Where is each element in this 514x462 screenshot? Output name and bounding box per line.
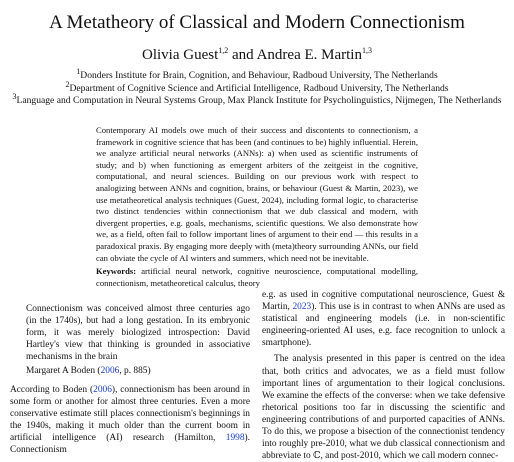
body-paragraph xyxy=(10,384,250,457)
citation-link[interactable]: 1998 xyxy=(225,432,245,443)
author-list xyxy=(0,46,514,64)
right-column xyxy=(262,289,505,462)
body-text: ), connectionism has been around in some form or another for almost three centuries. Even a more conservative estimate still places connectionism's beginnings in the 1940s, making it much older than the current boom in artificial intelligence (AI) research (Hamilton, xyxy=(10,384,250,443)
affiliation-item xyxy=(0,91,514,108)
affiliation-number: 1 xyxy=(76,66,81,76)
epigraph-quote: Connectionism was conceived almost three centuries ago (in the 1740s), but had a long gestation. In its embryonic form, it was merely biologized introspection: David Hartley's view that thinking is grounded in associative mechanisms in the brain xyxy=(26,304,250,363)
abstract xyxy=(96,125,418,289)
affiliation-number: 2 xyxy=(65,79,70,89)
body-text: e.g. as used in cognitive computational neuroscience, Guest & Martin, xyxy=(262,290,505,313)
body-text: ). This use is in contrast to when ANNs are used as statistical and engineering models (i.e. in non-scientific engineering-oriented AI uses, e.g. face recognition to unlock a smartphone). xyxy=(262,302,505,349)
author-affiliation-mark: 1,2 xyxy=(218,46,229,55)
citation-link[interactable]: 2006 xyxy=(100,366,120,377)
author-affiliation-mark: 1,3 xyxy=(361,46,372,55)
affiliation-list xyxy=(0,66,514,108)
left-column xyxy=(10,303,250,456)
keywords-label: Keywords: xyxy=(96,266,137,277)
author-name: Olivia Guest xyxy=(142,47,219,63)
affiliation-number: 3 xyxy=(12,91,17,101)
paper-title: A Metatheory of Classical and Modern Connectionism xyxy=(49,12,465,33)
author-name: Andrea E. Martin xyxy=(256,47,362,63)
affiliation-text: Department of Cognitive Science and Artificial Intelligence, Radboud University, The Netherlands xyxy=(69,82,449,94)
citation-link[interactable]: 2006 xyxy=(93,384,112,395)
affiliation-item xyxy=(0,79,514,96)
body-paragraph: The analysis presented in this paper is centred on the idea that, both critics and advocates, we as a field must follow important lines of argumentation to their logical conclusions. We examine the effects of the converse: when we take defensive rhetorical positions too far in discussing the scientific and engineering contributions of and purported capacities of ANNs. To do this, we propose a bisection of the connectionist tendency into roughly pre-2010, what we dub classical connectionism and abbreviate to ℂ, and post-2010, which we call modern connec- xyxy=(262,354,505,462)
author-separator: and xyxy=(228,47,257,63)
epigraph-page: , p. 885) xyxy=(119,366,151,377)
body-text: ). Connectionism xyxy=(10,432,250,456)
affiliation-text: Language and Computation in Neural Systems Group, Max Planck Institute for Psycholinguistics, Nijmegen, The Netherlands xyxy=(16,95,502,106)
affiliation-item xyxy=(0,66,514,83)
affiliation-text: Donders Institute for Brain, Cognition, and Behaviour, Radboud University, The Netherlands xyxy=(80,70,438,81)
epigraph-attribution xyxy=(26,365,250,377)
abstract-text: Contemporary AI models owe much of their success and discontents to connectionism, a framework in cognitive science that has been (and continues to be) highly influential. Herein, we analyze artificial neural networks (ANNs): a) when used as scientific instruments of study; and b) when functioning as emergent arbiters of the zeitgeist in the cognitive, computational, and neural sciences. Building on our previous work with respect to analogizing between ANNs and cognition, brains, or behaviour (Guest & Martin, 2023), we use metatheoretical analysis techniques (Guest, 2024), including formal logic, to characterise two distinct tendencies within connectionism that we dub classical and modern, with divergent properties, e.g. goals, mechanisms, scientific questions. We also demonstrate how we, as a field, often fail to follow important lines of argument to their end — this results in a paradoxical praxis. By engaging more deeply with (meta)theory surrounding ANNs, our field can obviate the cycle of AI winters and summers, which need not be inevitable. xyxy=(96,125,418,263)
keywords-text: artificial neural network, cognitive neuroscience, computational modelling, connectionism, metatheoretical calculus, theory xyxy=(96,266,418,288)
citation-link[interactable]: 2023 xyxy=(292,302,312,313)
keywords xyxy=(96,266,418,289)
epigraph-author: Margaret A Boden ( xyxy=(26,366,101,377)
body-text: According to Boden ( xyxy=(10,384,94,395)
body-paragraph xyxy=(262,289,505,349)
